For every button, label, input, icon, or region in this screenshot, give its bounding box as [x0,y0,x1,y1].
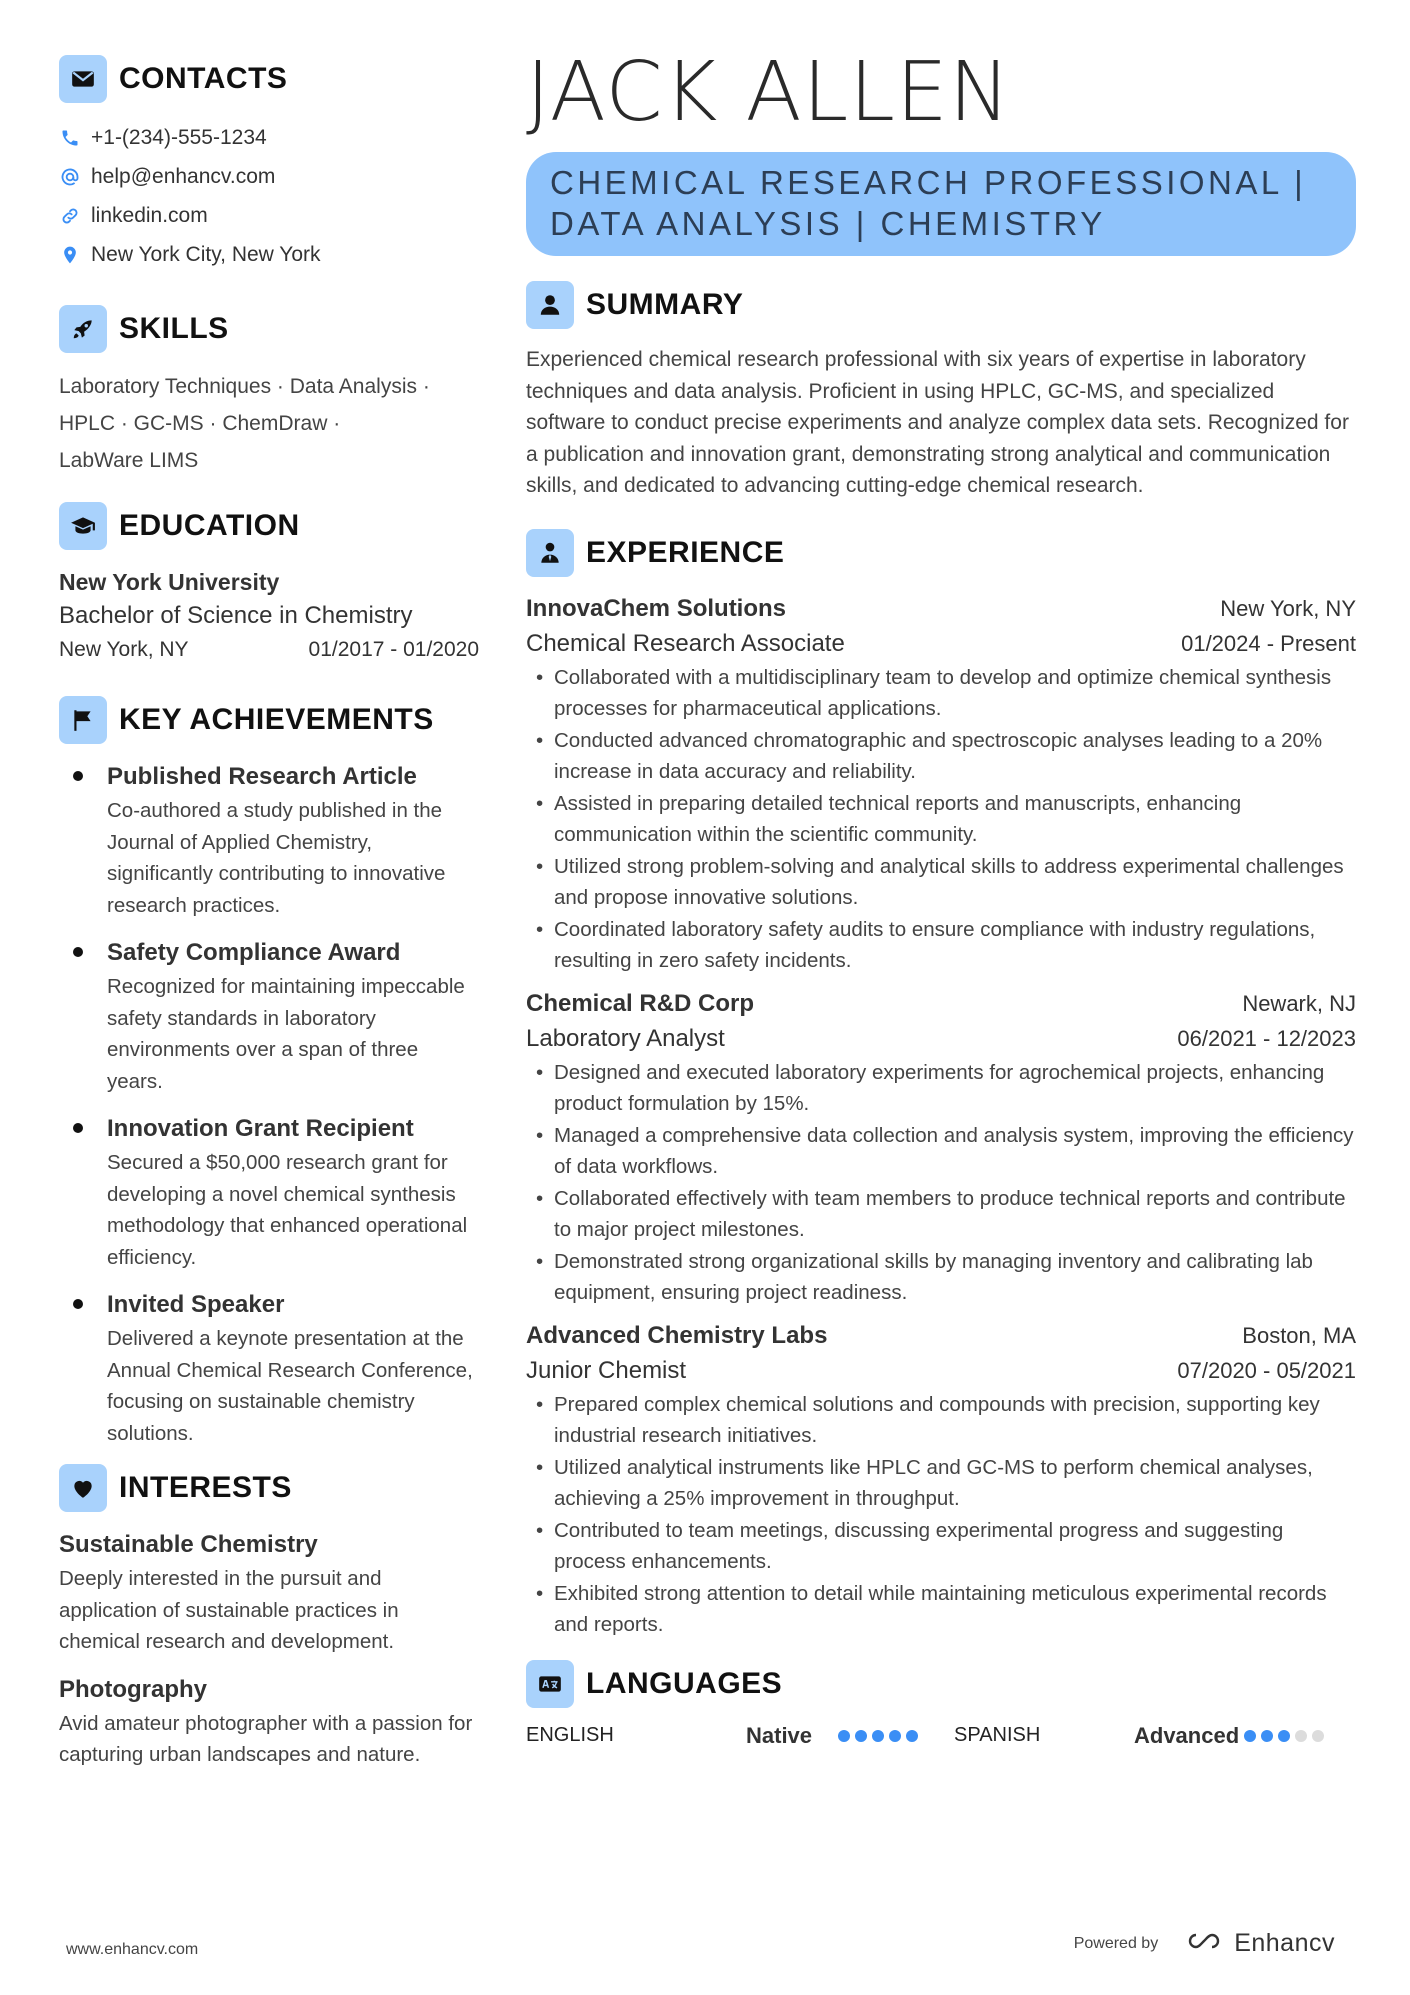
translate-icon [526,1660,574,1708]
bullet-dot [73,947,83,957]
interest-item [59,1527,479,1658]
flag-icon [59,696,107,744]
link-icon [59,205,81,227]
experience-title: EXPERIENCE [586,535,785,569]
envelope-icon [59,55,107,103]
job-dates: 07/2020 - 05/2021 [1177,1357,1356,1383]
rating-dot [1244,1730,1256,1742]
language-level: Native [746,1722,813,1748]
phone-icon [59,127,81,149]
achievements-header [59,695,479,745]
achievement-item [59,1111,479,1273]
footer-branding[interactable] [1074,1929,1335,1958]
contact-location-text: New York City, New York [91,242,321,266]
job-location: Newark, NJ [1242,990,1356,1016]
left-column [59,54,479,1785]
interests-title: INTERESTS [119,1471,292,1504]
achievement-title: Innovation Grant Recipient [107,1115,414,1142]
skills-header [59,304,479,354]
headline-banner: CHEMICAL RESEARCH PROFESSIONAL | DATA ANALYSIS | CHEMISTRY [526,152,1356,256]
job-dates: 01/2024 - Present [1181,630,1356,656]
contact-email[interactable] [59,157,479,196]
job-bullet: • Demonstrated strong organizational skills by managing inventory and calibrating lab equipment, ensuring project readiness. [526,1246,1356,1309]
candidate-name: JACK ALLEN [526,45,1012,140]
achievement-item [59,935,479,1097]
achievement-title: Published Research Article [107,763,417,790]
skills-title: SKILLS [119,312,229,345]
achievement-description: Co-authored a study published in the Journal of Applied Chemistry, significantly contributing to innovative research practices. [107,799,446,917]
brand-name: Enhancv [1234,1929,1335,1957]
rocket-icon [59,305,107,353]
achievement-item [59,759,479,921]
rating-dot [1261,1730,1273,1742]
language-name: SPANISH [954,1724,1041,1746]
skills-list [59,368,479,479]
job-bullet: • Coordinated laboratory safety audits to ensure compliance with industry regulations, resulting in zero safety incidents. [526,914,1356,977]
contacts-title: CONTACTS [119,62,288,95]
job-bullets [526,1389,1356,1641]
rating-dot [1312,1730,1324,1742]
job-bullets [526,662,1356,977]
experience-entry [526,987,1356,1309]
briefcase-person-icon [526,529,574,577]
language-rating [838,1730,918,1742]
rating-dot [1295,1730,1307,1742]
bullet-dot [73,1123,83,1133]
footer-website[interactable]: www.enhancv.com [66,1941,199,1958]
user-icon [526,281,574,329]
experience-entry [526,1319,1356,1641]
job-title: Chemical Research Associate [526,629,845,657]
job-bullet: • Utilized strong problem-solving and analytical skills to address experimental challenges and propose innovative solutions. [526,851,1356,914]
contacts-header [59,54,479,104]
rating-dot [1278,1730,1290,1742]
interest-item [59,1672,479,1771]
graduation-cap-icon [59,502,107,550]
experience-entry [526,592,1356,977]
job-bullet: • Collaborated with a multidisciplinary team to develop and optimize chemical synthesis processes for pharmaceutical applications. [526,662,1356,725]
enhancv-logo-icon [1182,1929,1226,1958]
job-bullet: • Prepared complex chemical solutions and compounds with precision, supporting key industrial research initiatives. [526,1389,1356,1452]
rating-dot [838,1730,850,1742]
language-name: ENGLISH [526,1724,614,1746]
language-level: Advanced [1134,1722,1240,1748]
job-company: Advanced Chemistry Labs [526,1321,828,1349]
contact-email-text: help@enhancv.com [91,164,276,188]
heart-icon [59,1464,107,1512]
job-title: Junior Chemist [526,1356,687,1384]
education-location: New York, NY [59,638,189,661]
interest-description: Avid amateur photographer with a passion for capturing urban landscapes and nature. [59,1711,473,1766]
contact-phone-text: +1-(234)-555-1234 [91,125,267,149]
achievement-description: Delivered a keynote presentation at the Annual Chemical Research Conference, focusing on sustainable chemistry solutions. [107,1327,473,1445]
achievement-item [59,1287,479,1449]
achievement-description: Recognized for maintaining impeccable safety standards in laboratory environments over a span of three years. [107,975,465,1093]
rating-dot [889,1730,901,1742]
job-bullet: • Designed and executed laboratory experiments for agrochemical projects, enhancing product formulation by 15%. [526,1057,1356,1120]
education-degree: Bachelor of Science in Chemistry [59,602,413,629]
rating-dot [906,1730,918,1742]
bullet-dot [73,1299,83,1309]
contact-phone[interactable] [59,118,479,157]
skills-line: LabWare LIMS [59,449,199,472]
education-header [59,501,479,551]
right-column [526,45,1356,1749]
achievement-description: Secured a $50,000 research grant for developing a novel chemical synthesis methodology that enhanced operational efficiency. [107,1151,468,1269]
job-location: Boston, MA [1242,1322,1356,1348]
skills-line: HPLC · GC-MS · ChemDraw · [59,412,341,435]
job-bullet: • Collaborated effectively with team members to produce technical reports and contribute to major project milestones. [526,1183,1356,1246]
summary-text: Experienced chemical research professional with six years of expertise in laboratory techniques and data analysis. Proficient in using HPLC, GC-MS, and specialized software to conduct precise experiments and analyze complex data sets. Recognized for a publication and innovation grant, demonstrating strong analytical and communication skills, and dedicated to advancing cutting-edge chemical research. [526,348,1349,497]
education-title: EDUCATION [119,509,300,542]
contact-linkedin-text: linkedin.com [91,203,208,227]
job-bullet: • Exhibited strong attention to detail while maintaining meticulous experimental records and reports. [526,1578,1356,1641]
language-rating [1244,1730,1324,1742]
job-company: Chemical R&D Corp [526,989,755,1017]
summary-header [526,280,1356,330]
interest-title: Photography [59,1675,207,1703]
rating-dot [872,1730,884,1742]
location-pin-icon [59,244,81,266]
achievement-title: Invited Speaker [107,1291,285,1318]
interest-description: Deeply interested in the pursuit and application of sustainable practices in chemical research and development. [59,1567,399,1653]
job-bullet: • Contributed to team meetings, discussing experimental progress and suggesting process enhancements. [526,1515,1356,1578]
achievements-list [59,759,479,1449]
bullet-dot [73,771,83,781]
job-company: InnovaChem Solutions [526,594,787,622]
job-bullets [526,1057,1356,1309]
education-dates: 01/2017 - 01/2020 [308,638,479,661]
at-sign-icon [59,166,81,188]
achievement-title: Safety Compliance Award [107,939,401,966]
job-bullet: • Utilized analytical instruments like HPLC and GC-MS to perform chemical analyses, achieving a 25% improvement in throughput. [526,1452,1356,1515]
rating-dot [855,1730,867,1742]
skills-line: Laboratory Techniques · Data Analysis · [59,375,430,398]
languages-title: LANGUAGES [586,1666,783,1700]
achievements-title: KEY ACHIEVEMENTS [119,703,434,736]
summary-title: SUMMARY [586,288,744,321]
job-bullet: • Assisted in preparing detailed technical reports and manuscripts, enhancing communication within the scientific community. [526,788,1356,851]
job-bullet: • Conducted advanced chromatographic and spectroscopic analyses leading to a 20% increase in data accuracy and reliability. [526,725,1356,788]
languages-list [526,1723,1356,1749]
contact-location [59,235,479,274]
languages-header [526,1659,1356,1709]
job-title: Laboratory Analyst [526,1024,725,1052]
education-meta [59,633,479,667]
job-location: New York, NY [1220,595,1356,621]
experience-header [526,528,1356,578]
interests-header [59,1463,479,1513]
job-dates: 06/2021 - 12/2023 [1177,1025,1356,1051]
interest-title: Sustainable Chemistry [59,1531,318,1558]
powered-by-label: Powered by [1073,1934,1159,1952]
contact-linkedin[interactable] [59,196,479,235]
education-school: New York University [59,569,280,595]
job-bullet: • Managed a comprehensive data collection and analysis system, improving the efficiency of data workflows. [526,1120,1356,1183]
